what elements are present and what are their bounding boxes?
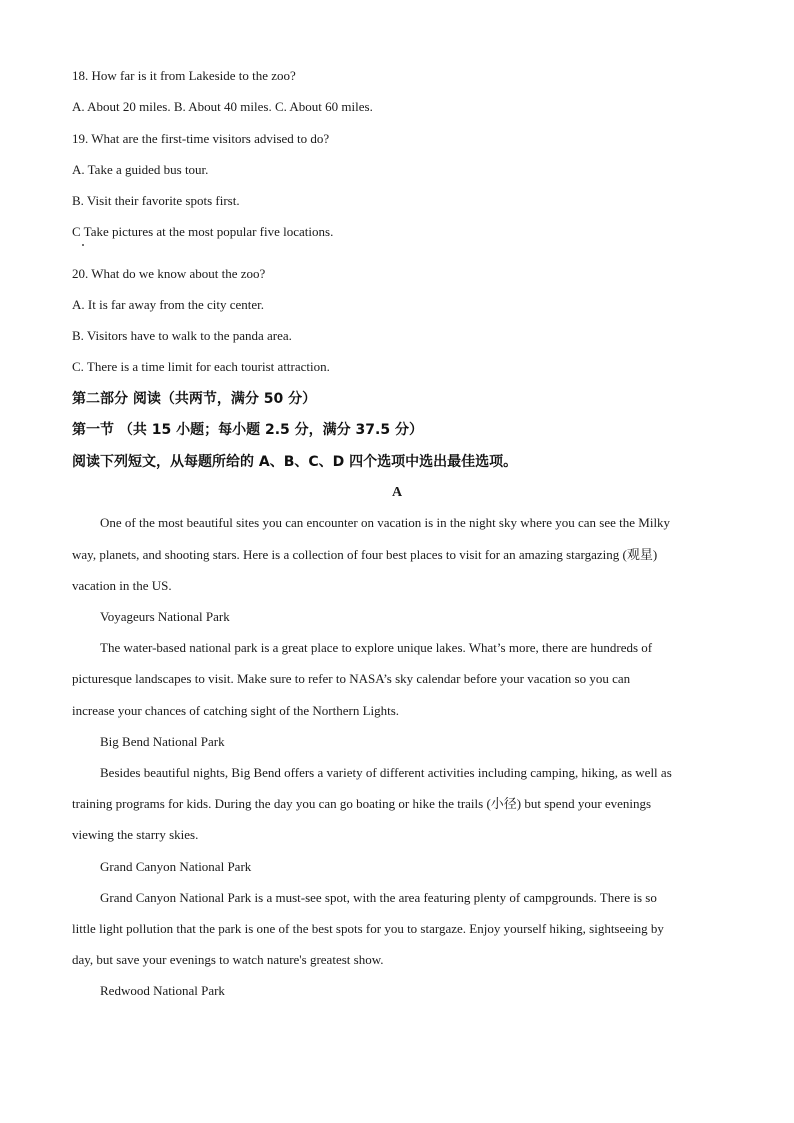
question-19-option-b: B. Visit their favorite spots first. [72, 193, 240, 208]
question-19-option-a: A. Take a guided bus tour. [72, 162, 209, 177]
instruction: 阅读下列短文，从每题所给的 A、B、C、D 四个选项中选出最佳选项。 [72, 454, 518, 470]
park-text-line: increase your chances of catching sight of the Northern Lights. [72, 703, 400, 718]
park-text-line: training programs for kids. During the day you can go boating or hike the trails (小径) but spend your evenings [72, 796, 652, 811]
stray-dot-mark [82, 244, 84, 246]
question-19-option-c: C Take pictures at the most popular five locations. [72, 224, 334, 239]
question-18-stem: 18. How far is it from Lakeside to the zoo? [72, 68, 296, 83]
park-heading: Voyageurs National Park [100, 609, 230, 624]
question-20-option-b: B. Visitors have to walk to the panda area. [72, 328, 292, 343]
question-20-option-a: A. It is far away from the city center. [72, 297, 265, 312]
park-text-line: viewing the starry skies. [72, 827, 199, 842]
park-heading: Redwood National Park [100, 983, 225, 998]
part-title: 第二部分 阅读（共两节，满分 50 分） [72, 391, 317, 407]
question-18-options: A. About 20 miles. B. About 40 miles. C. About 60 miles. [72, 99, 373, 114]
question-20-option-c: C. There is a time limit for each tourist attraction. [72, 359, 330, 374]
passage-label: A [391, 485, 403, 500]
question-19-stem: 19. What are the first-time visitors advised to do? [72, 131, 330, 146]
intro-line: way, planets, and shooting stars. Here is a collection of four best places to visit for an amazing stargazing (观星) [72, 547, 658, 562]
park-heading: Grand Canyon National Park [100, 859, 252, 874]
subsection-title: 第一节 （共 15 小题；每小题 2.5 分，满分 37.5 分） [72, 422, 423, 438]
intro-line: One of the most beautiful sites you can encounter on vacation is in the night sky where you can see the Milky [100, 515, 671, 530]
park-text-line: little light pollution that the park is one of the best spots for you to stargaze. Enjoy yourself hiking, sightseeing by [72, 921, 664, 936]
intro-line: vacation in the US. [72, 578, 172, 593]
park-text-line: Grand Canyon National Park is a must-see spot, with the area featuring plenty of campgrounds. There is so [100, 890, 657, 905]
park-text-line: day, but save your evenings to watch nature's greatest show. [72, 952, 384, 967]
question-20-stem: 20. What do we know about the zoo? [72, 266, 266, 281]
park-text-line: The water-based national park is a great place to explore unique lakes. What’s more, there are hundreds of [100, 640, 653, 655]
park-text-line: picturesque landscapes to visit. Make sure to refer to NASA’s sky calendar before your vacation so you can [72, 671, 631, 686]
park-text-line: Besides beautiful nights, Big Bend offers a variety of different activities including camping, hiking, as well as [100, 765, 672, 780]
park-heading: Big Bend National Park [100, 734, 225, 749]
